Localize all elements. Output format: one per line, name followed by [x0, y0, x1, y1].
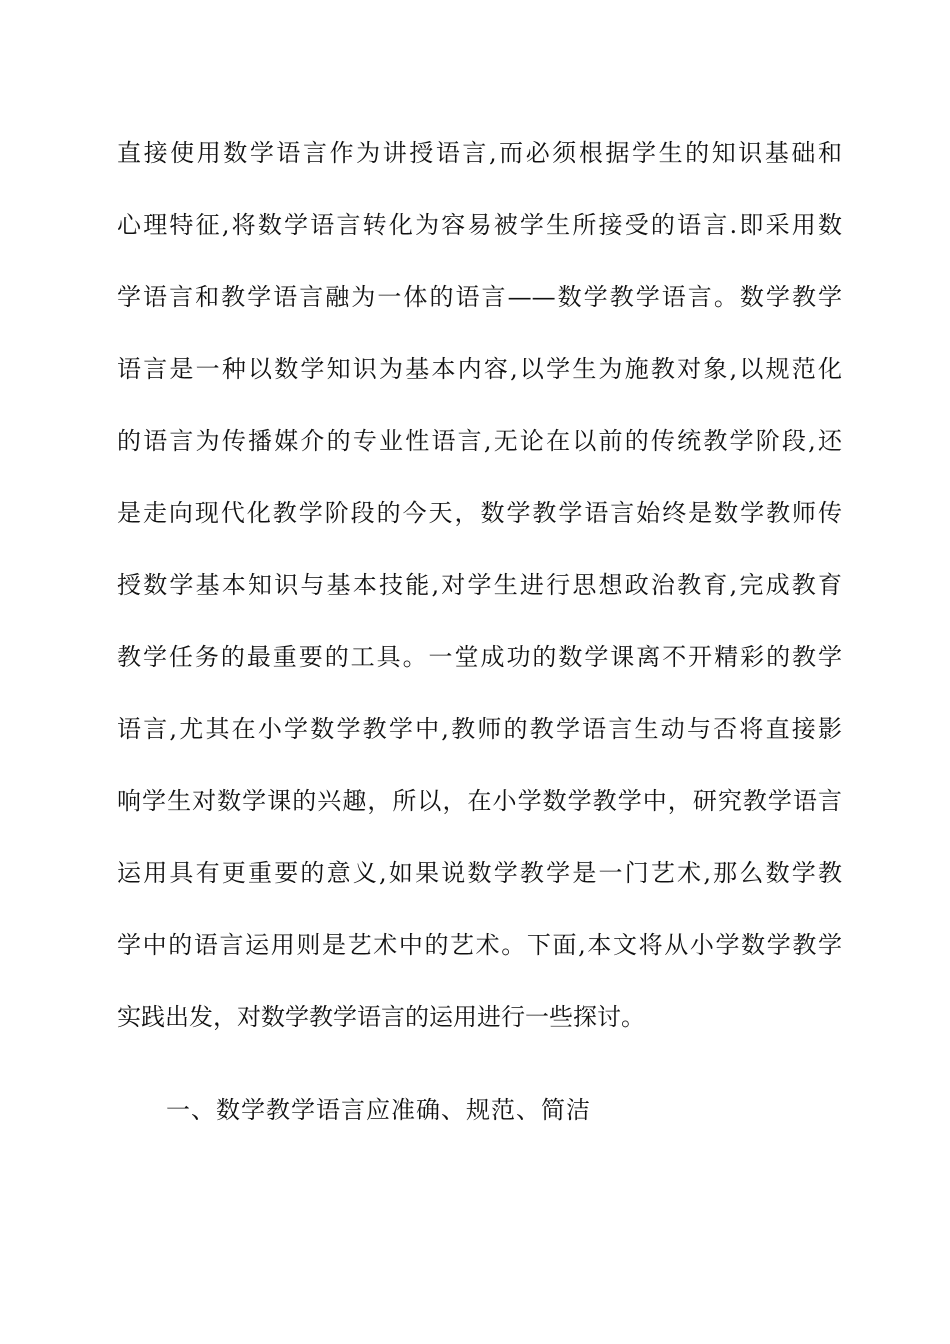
paragraph-line: 语言是一种以数学知识为基本内容,以学生为施教对象,以规范化	[117, 355, 842, 383]
paragraph-line: 是走向现代化教学阶段的今天，数学教学语言始终是数学教师传	[117, 499, 842, 527]
paragraph-line: 直接使用数学语言作为讲授语言,而必须根据学生的知识基础和	[117, 139, 842, 167]
paragraph-line: 学中的语言运用则是艺术中的艺术。下面,本文将从小学数学教学	[117, 931, 842, 959]
paragraph-line: 授数学基本知识与基本技能,对学生进行思想政治教育,完成教育	[117, 571, 842, 599]
paragraph-line: 心理特征,将数学语言转化为容易被学生所接受的语言.即采用数	[117, 211, 842, 239]
paragraph-line: 响学生对数学课的兴趣，所以，在小学数学教学中，研究教学语言	[117, 787, 842, 815]
paragraph-line: 实践出发，对数学教学语言的运用进行一些探讨。	[117, 1003, 645, 1031]
paragraph-line: 语言,尤其在小学数学教学中,教师的教学语言生动与否将直接影	[117, 715, 842, 743]
body-paragraph	[117, 130, 842, 1066]
paragraph-line: 教学任务的最重要的工具。一堂成功的数学课离不开精彩的教学	[117, 643, 842, 671]
paragraph-line: 运用具有更重要的意义,如果说数学教学是一门艺术,那么数学教	[117, 859, 842, 887]
section-heading: 一、数学教学语言应准确、规范、简洁	[166, 1096, 591, 1124]
paragraph-line: 的语言为传播媒介的专业性语言,无论在以前的传统教学阶段,还	[117, 427, 842, 455]
paragraph-line: 学语言和教学语言融为一体的语言——数学教学语言。数学教学	[117, 283, 842, 311]
